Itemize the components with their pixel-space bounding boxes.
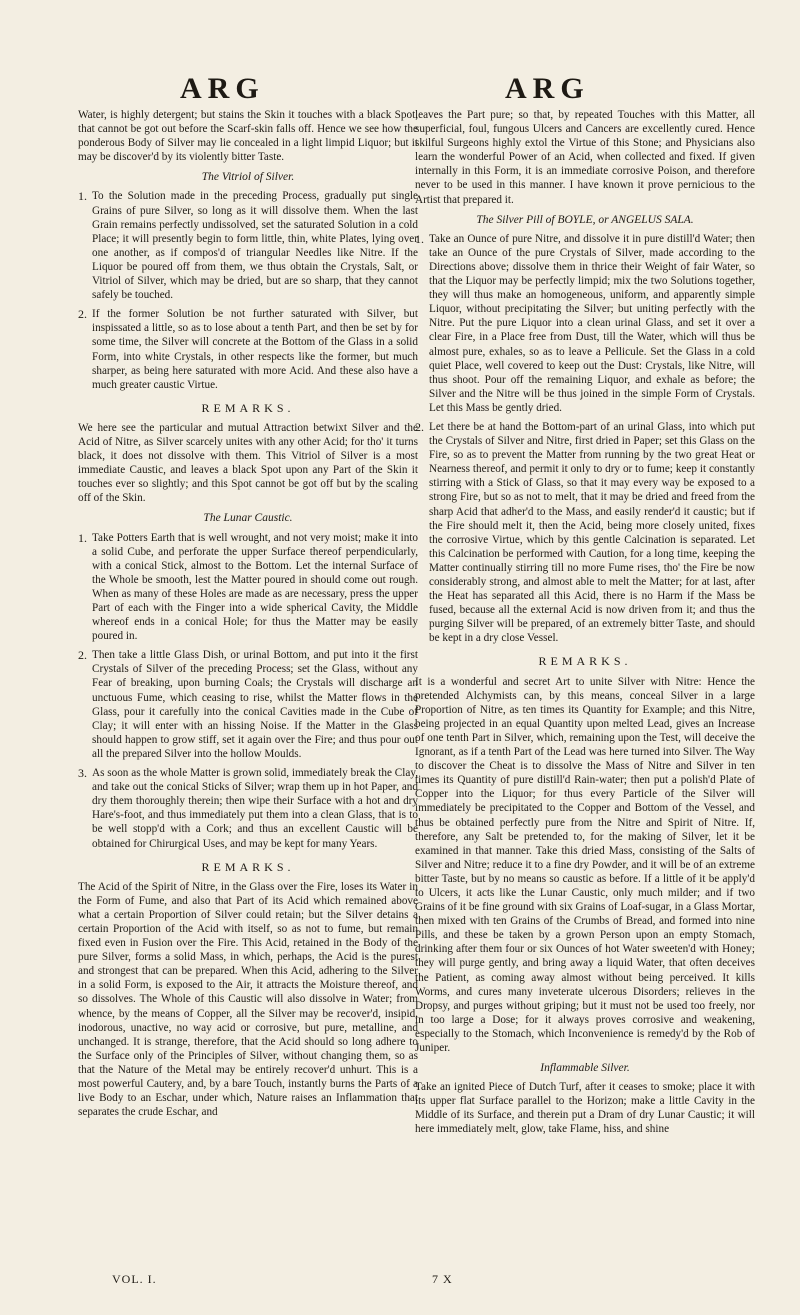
- section-heading: The Silver Pill of BOYLE, or ANGELUS SALA.: [476, 213, 694, 226]
- item-number: 1.: [415, 231, 424, 246]
- paragraph: We here see the particular and mutual Attraction betwixt Silver and the Acid of Nitre, as Silver scarcely unites with any other Acid; for tho' it turns black, it does not dissolve with them. This Vitriol of Silver is a most immediate Caustic, and leaves a black Spot upon any Part of the Skin it touches ever so slightly; and this Spot cannot be got off but by the scaling off of the Skin.: [78, 421, 418, 505]
- item-text: Take an Ounce of pure Nitre, and dissolve it in pure distill'd Water; then take an Ounce of the pure Crystals of Silver, made according to the Directions above; dissolve them in thrice their Weight of fair Water, so that the Liquor may be perfectly limpid; mix the two Solutions together, they will thus make an homogeneous, uniform, and apparently simple Liquor, without precipitating the Silver; but uniting perfectly with the Nitre. Put the pure Liquor into a clean urinal Glass, and set it over a clear Fire, in a Place free from Dust, till the Water, which will thus be almost pure, exhales, so as to leave a Pellicule. Set the Glass in a cold quiet Place, well covered to keep out the Dust: Crystals, like Nitre, will thus shoot. Pour off the remaining Liquor, and exhale as before; the Silver and the Nitre will be thus joined in the simple Form of Crystals. Let this Mass be gently dried.: [429, 232, 755, 414]
- paragraph: Water, is highly detergent; but stains the Skin it touches with a black Spot, that cannot be got out before the Scarf-skin falls off. Hence we see how the ponderous Body of Silver may lie concealed in a light limpid Liquor; but it may be discover'd by its violently bitter Taste.: [78, 109, 418, 164]
- remarks-heading: REMARKS.: [201, 859, 295, 874]
- remarks-heading: REMARKS.: [201, 400, 295, 415]
- numbered-item: [78, 531, 418, 644]
- numbered-item: [78, 648, 418, 761]
- item-text: To the Solution made in the preceding Process, gradually put single Grains of pure Silver, so long as it will dissolve them. When the last Grain remains perfectly undissolved, set the saturated Solution in a cold Place; it will presently begin to form little, thin, white Plates, lying over one another, as if compos'd of triangular Needles like Nitre. If the Liquor be poured off from them, we thus obtain the Crystals, Salt, or Vitriol of Silver, which may be dried, but are so sharp, that they cannot safely be touched.: [92, 190, 418, 302]
- running-head-right: ARG: [505, 72, 590, 105]
- signature-mark: 7 X: [432, 1272, 453, 1286]
- numbered-item: [78, 307, 418, 392]
- paragraph: It is a wonderful and secret Art to unite Silver with Nitre: Hence the pretended Alchymists can, by this means, conceal Silver in a large Proportion of Nitre, as ten times its Quantity for Example; and this Nitre, being projected in an equal Quantity upon melted Lead, gives an Increase of one tenth Part in Silver, which, remaining upon the Test, will deceive the Ignorant, as if a tenth Part of the Lead was here turned into Silver. The Way to discover the Cheat is to dissolve the Mass of Nitre and Silver in ten times its Quantity of pure distill'd Rain-water; then put a polish'd Plate of Copper into the Liquor; for thus every Particle of the Silver will immediately be precipitated to the Copper and Bottom of the Vessel, and thus be obtained perfectly pure from the Nitre and Spirit of Nitre. If, therefore, any Salt be pretended to, for the making of Silver, let it be examined in that manner. Take this dried Mass, consisting of the Salts of Silver and Nitre; reduce it to a fine dry Powder, and it will be of an extreme bitter Taste, but by no means so caustic as before. If a little of it be apply'd to Ulcers, it acts like the Lunar Caustic, only much milder; and if two Grains of it be fine ground with six Grains of Loaf-sugar, in a Glass Mortar, then mixed with ten Grains of the Crumbs of Bread, and formed into nine Pills, and these be taken by a grown Person upon an empty Stomach, drinking after them four or six Ounces of hot Water sweeten'd with Honey; they will purge gently, and bring away a liquid Water, that often deceives the Patient, as coming away almost without being perceived. It kills Worms, and cures many inveterate ulcerous Disorders; relieves in the Dropsy, and purges without griping; but it must not be used too freely, nor in too large a Dose; for it always proves corrosive and weakening, especially to the Stomach, which Inconvenience is remedy'd by the Rob of Juniper.: [415, 675, 755, 1054]
- numbered-item: [415, 232, 755, 415]
- numbered-item: [78, 189, 418, 302]
- numbered-item: [78, 766, 418, 851]
- item-number: 3.: [78, 766, 87, 781]
- paragraph: leaves the Part pure; so that, by repeated Touches with this Matter, all superficial, foul, fungous Ulcers and Cancers are excellently cured. Hence skilful Surgeons highly extol the Virtue of this Stone; and Physicians also learn the wonderful Power of an Acid, when collected and fixed. If given internally in this Form, it is an immediate corrosive Poison, and therefore never to be used in this manner. I have known it prove pernicious to the Artist that prepared it.: [415, 109, 755, 206]
- section-heading: Inflammable Silver.: [540, 1062, 630, 1075]
- item-text: Then take a little Glass Dish, or urinal Bottom, and put into it the first Crystals of Silver of the preceding Process; set the Glass, without any Fear of breaking, upon burning Coals; the Crystals will discharge an unctuous Fume, which ceasing to rise, whilst the Matter flows in the Glass, pour it carefully into the conical Cavities made in the Cube of Clay; it will enter with an hissing Noise. If the Matter in the Glass should happen to grow stiff, set it again over the Fire; and thus pour out all the prepared Silver into the hollow Moulds.: [92, 649, 418, 760]
- right-column: [415, 108, 755, 1141]
- item-number: 2.: [78, 307, 87, 322]
- item-text: Take Potters Earth that is well wrought, and not very moist; make it into a solid Cube, and perforate the upper Surface thereof perpendicularly, with a conical Stick, almost to the Bottom. Let the internal Surface of the Whole be smooth, lest the Matter poured in should come out rough. When as many of these Holes are made as are necessary, press the upper Part of each with the Finger into a wide spherical Cavity, the Middle whereof ends in a conical Hole; for thus the Matter may be easily poured in.: [92, 531, 418, 643]
- item-text: As soon as the whole Matter is grown solid, immediately break the Clay, and take out the conical Sticks of Silver; wrap them up in hot Paper, and dry them thoroughly therein; then wipe their Surface with a hot and dry Hare's-foot, and thus immediately put them into a clean Glass, that is to be well stopp'd with a Cork; and thus an excellent Caustic will be obtained for Chirurgical Uses, and may be kept for many Years.: [92, 767, 418, 850]
- section-heading: The Vitriol of Silver.: [201, 171, 295, 184]
- paragraph: The Acid of the Spirit of Nitre, in the Glass over the Fire, loses its Water in the Form of Fume, and also that Part of its Acid which remained above what a certain Proportion of Silver could retain; but the Silver detains a certain Proportion of the Acid with itself, so as not to fume, but remain fixed even in Fusion over the Fire. This Acid, retained in the Body of the pure Silver, forms a solid Mass, in which, perhaps, the Acid is the purest and strongest that can be prepared. When this Acid, adhering to the Silver in a solid Form, is exposed to the Air, it attracts the Moisture thereof, and so dissolves. The Whole of this Caustic will also dissolve in Water; from whence, by the means of Copper, all the Silver may be recover'd, insipid, inodorous, unactive, no way acid or corrosive, but pure, metalline, and unchanged. It is strange, therefore, that the Acid should so long adhere to the Surface only of the Principles of Silver, without changing them, so as that the Nature of the Metal may be entirely recover'd unhurt. This is a most powerful Cautery, and, by a bare Touch, instantly burns the Parts of a live Body to an Eschar, under which, Nature raises an Inflammation that separates the crude Eschar, and: [78, 880, 418, 1119]
- running-head-left: ARG: [180, 72, 265, 105]
- item-number: 2.: [78, 648, 87, 663]
- item-number: 1.: [78, 189, 87, 204]
- volume-footer: VOL. I.: [112, 1272, 157, 1286]
- numbered-item: [415, 420, 755, 646]
- left-column: [78, 108, 418, 1123]
- item-number: 1.: [78, 530, 87, 545]
- item-text: If the former Solution be not further saturated with Silver, but inspissated a little, so as to lose about a tenth Part, and then be set by for some time, the Silver will concrete at the Bottom of the Glass in a solid Form, into white Crystals, in other respects like the former, but much sharper, as being here saturated with more Acid. And these also have a much greater caustic Virtue.: [92, 308, 418, 391]
- remarks-heading: REMARKS.: [538, 654, 632, 669]
- paragraph: Take an ignited Piece of Dutch Turf, after it ceases to smoke; place it with its upper flat Surface parallel to the Horizon; make a little Cavity in the Middle of its Surface, and therein put a Dram of dry Lunar Caustic; it will here immediately melt, glow, take Flame, hiss, and shine: [415, 1081, 755, 1136]
- item-number: 2.: [415, 419, 424, 434]
- item-text: Let there be at hand the Bottom-part of an urinal Glass, into which put the Crystals of Silver and Nitre, first dried in Paper; set this Glass on the Fire, so as to prevent the Matter from running by the two great Heat or Nearness thereof, and permit it only to dry or to fume; keep it constantly stirring with a Stick of Glass, so that it may every way be exposed to a strong Fire, but so as not to melt, that it may be dried and freed from the sharp Acid that adher'd to the Mass, and easily render'd it caustic; but if the Fire should melt it, then the Acid, being more closely united, fixes the corrosive Virtue, which by this gentle Calcination is separated. Let this Calcination be performed with Caution, for a long time, keeping the Matter continually stirring till no more Fume rises, tho' the Fire be now considerably strong, and almost able to melt the Matter; for at last, after the Heat has separated all this Acid, there is no Harm if the Mass be fused, because all the external Acid is now driven from it; and thus the purging Silver will be prepared, of an extremely bitter Taste, and should be kept in a dry close Vessel.: [429, 420, 755, 645]
- section-heading: The Lunar Caustic.: [203, 512, 293, 525]
